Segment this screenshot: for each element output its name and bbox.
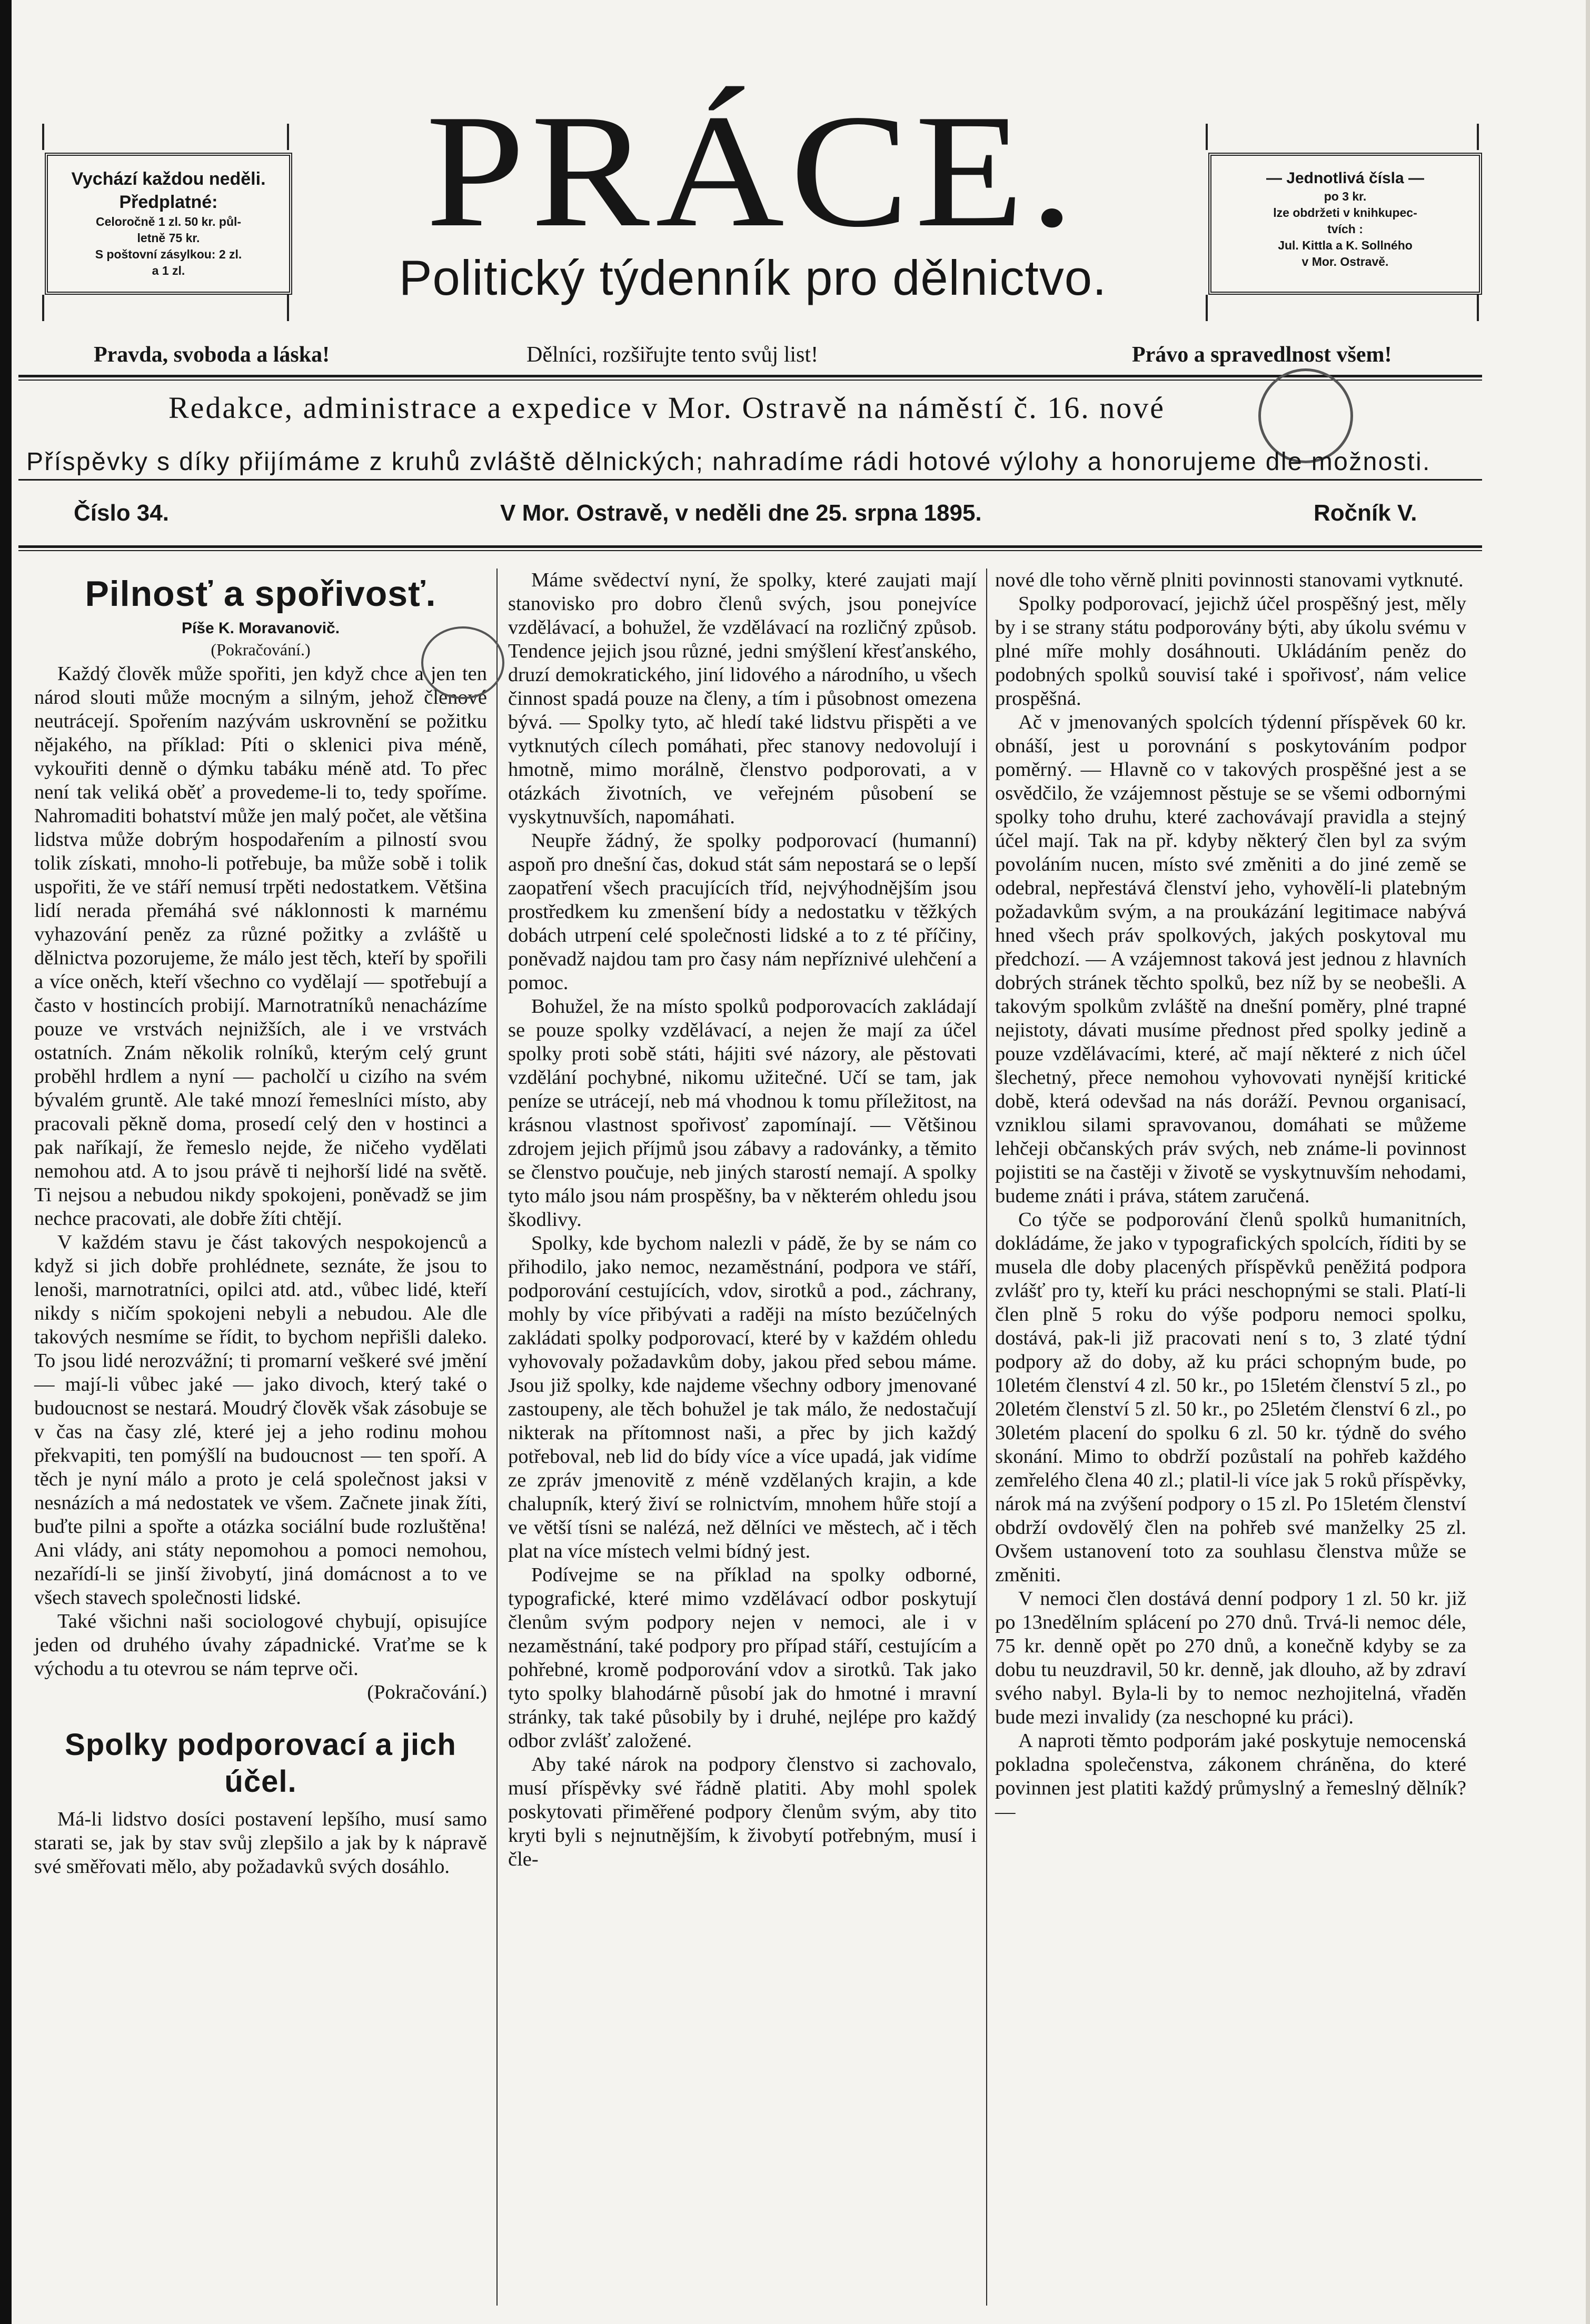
article-paragraph: Každý člověk může spořiti, jen když chce a jen ten národ slouti může mocným a silným, jehož členové neutrácejí. Spořením nazývám uskrovnění se požitku nějakého, na příklad: Píti o sklenici piva méně, vykouřiti denně o dýmku tabáku méně atd. To přec není tak veliká oběť a provedeme-li to, tedy spoříme. Nahromaditi bohatství může jen malý počet, ale většina lidstva může dobrým hospodařením a pilností svou tolik získati, mnoho-li potřebuje, ba může sobě i tolik uspořiti, že ve stáří nemusí trpěti nedostatkem. Většina lidí nerada přemáhá své náklonnosti k marnému vyhazování peněz za různé požitky a zvláště u dělnictva pozorujeme, že málo jest těch, kteří by spořili a více oněch, kteří všechno co vydělají — spotřebují a často v hostincích probijí. Marnotratníků nenacházíme pouze ve vrstvách nejnižších, ale i ve vrstvách ostatních. Znám několik rolníků, kterým celý grunt proběhl hrdlem a nyní — pacholčí u cizího na svém bývalém gruntě. Ale také mnozí řemeslníci místo, aby pracovali pěkně doma, prosedí celý den v hostinci a pak naříkají, že řemeslo nejde, že ničeho vydělati nemohou atd. A to jsou právě ti nejhorší lidé na světě. Ti nejsou a nebudou nikdy spokojeni, poněvadž se jim nechce pracovati, ale dobře žíti chtějí.	[34, 663, 487, 1230]
newspaper-subtitle: Politický týdenník pro dělnictvo.	[399, 250, 1107, 305]
box-tick	[1206, 124, 1208, 150]
single-issue-line: Jul. Kittla a K. Sollného	[1278, 238, 1413, 252]
single-issue-line: — Jednotlivá čísla —	[1266, 169, 1425, 187]
subscription-line: a 1 zl.	[152, 264, 185, 277]
column-separator	[986, 568, 987, 2306]
single-issue-line: tvích :	[1327, 222, 1363, 236]
article-title: Pilnosť a spořivosť.	[85, 574, 436, 614]
editorial-address: Redakce, administrace a expedice v Mor. Ostravě na náměstí č. 16. nové	[168, 391, 1165, 425]
article-paragraph: V nemoci člen dostává denní podpory 1 zl. 50 kr. již po 13nedělním splácení po 270 dnů. Trvá-li nemoc déle, 75 kr. denně opět po 270 dnů, a konečně kdyby se za dobu tu neuzdravil, 50 kr. denně, jak dlouho, až by zdraví svého nabyl. Byla-li by to nemoc nezhojitelná, vřaděn bude mezi invalidy (za neschopné ku práci).	[995, 1588, 1466, 1728]
motto-left: Pravda, svoboda a láska!	[94, 343, 330, 367]
box-tick	[42, 295, 44, 321]
issue-date: V Mor. Ostravě, v neděli dne 25. srpna 1895.	[500, 500, 982, 526]
column-2	[508, 568, 977, 1871]
article-paragraph: Bohužel, že na místo spolků podporovacích zakládají se pouze spolky vzdělávací, a nejen že mají za účel spolky proti sobě státi, hájiti své názory, ale pěstovati vzdělání pochybné, nikomu užitečné. Učí se tam, jak peníze se utrácejí, neb má vhodnou k tomu příležitost, na krásnou vlastnost spořivosť zapomínají. — Většinou zdrojem jejich příjmů jsou zábavy a radovánky, a těmito se členstvo poučuje, neb jiných starostí nemají. A spolky tyto málo jsou nám prospěšny, ba v některém ohledu jsou škodlivy.	[508, 995, 977, 1231]
article-paragraph: Spolky podporovací, jejichž účel prospěšný jest, měly by i se strany státu podporovány býti, aby úkolu svému v plné míře mohly dosáhnouti. Ukládáním peněz do podobných spolků souvisí také i spořivosť, nám velice prospěšná.	[995, 593, 1466, 710]
library-stamp	[421, 626, 504, 699]
continued-note: (Pokračování.)	[211, 640, 311, 659]
article-paragraph: nové dle toho věrně plniti povinnosti stanovami vytknuté.	[995, 569, 1464, 591]
article-paragraph: Co týče se podporování členů spolků humanitních, dokládáme, že jako v typografických spolcích, říditi by se musela dle doby placených příspěvků peněžitá podpora zvlášť pro ty, kteří ku práci neschopnými se stali. Platí-li člen plně 5 roku do výše podporu nemoci spolku, dostává, pak-li již pracovati není s to, 3 zlaté týdní podpory až do doby, až ku práci schopným bude, po 10letém členství 4 zl. 50 kr., po 15letém členství 5 zl., po 20letém členství 5 zl. 50 kr., po 25letém členství 6 zl., po 30letém placení do spolku 6 zl. 50 kr. týdně do svého skonání. Mimo to obdrží pozůstalí na pohřeb každého zemřelého člena 40 zl.; platil-li více jak 5 roků příspěvky, nárok má na zvýšení podpory o 15 zl. Po 15letém členství obdrží ovdovělý člen na pohřeb své manželky 25 zl. Ovšem ustanovení toto za souhlasu členstva může se změniti.	[995, 1209, 1466, 1586]
header-rule	[18, 479, 1482, 481]
article-paragraph: Aby také nárok na podpory členstvo si zachovalo, musí příspěvky své řádně platiti. Aby mohl spolek poskytovati přiměřené podpory členům svým, aby tito kryti byli s nejnutnějším, k živobytí potřebným, musí i čle-	[508, 1753, 977, 1870]
box-tick	[1206, 295, 1208, 321]
single-issue-box	[1208, 153, 1482, 295]
single-issue-line: lze obdržeti v knihkupec-	[1273, 206, 1417, 220]
subscription-line: letně 75 kr.	[137, 231, 200, 245]
article-paragraph: Ač v jmenovaných spolcích týdenní příspěvek 60 kr. obnáší, jest u porovnání s poskytováním podpor poměrný. — Hlavně co v takových prospěšné jest a se osvědčilo, že vzájemnost pěstuje se se všemi odbornými spolky toho druhu, které zachovávají pravidla a stejný účel mají. Tak na př. kdyby některý člen byl za svým povoláním nucen, místo své změniti a do jiné země se odebral, nepřestává členství jeho, vyhovělí-li platebným požadavkům svým, a na proukázání legitimace nabývá hned všech práv spolkových, jakých poskytoval mu předchozí. — A vzájemnost taková jest jednou z hlavních dobrých stránek těchto spolků, bez níž by se neobešli. A takovým spolkům zvláště na dnešní poměry, plné trapné nejistoty, dávati musíme přednost před spolky jedině a pouze vzdělávacími, které, ač mají některé z nich účel šlechetný, přece nemohou vyhovovati nynější kritické době, která odevšad na nás doráží. Pevnou organisací, vzniklou silami spravovanou, domáhati se můžeme lehčeji občanských práv svých, neb známe-li povinnost pojistiti se na častěji v životě se vyskytnuvším nehodami, budeme znáti i práva, státem zaručená.	[995, 711, 1466, 1207]
article-paragraph: Podívejme se na příklad na spolky odborné, typografické, které mimo vzdělávací odbor poskytují členům svým podpory nejen v nemoci, ale i v nezaměstnání, také podpory pro případ stáří, cestujícím a pohřebné, kromě podporování vdov a sirotků. Tak jako tyto spolky blahodárně působí jak do hmotné i mravní stránky, tak také působily by i druhé, nejlépe pro každý odbor zvlášť založené.	[508, 1564, 977, 1752]
volume: Ročník V.	[1314, 500, 1417, 526]
column-separator	[496, 568, 498, 2306]
column-1	[34, 568, 487, 1879]
article-paragraph: Máme svědectví nyní, že spolky, které zaujati mají stanovisko pro dobro členů svých, jsou ponejvíce vzdělávací, a bohužel, že vzdělávací na rozličný způsob. Tendence jejich jsou různé, jedni smýšlení křesťanského, druzí demokratického, jiní lidového a národního, u všech činnost spadá pouze na členy, a tím i působnost omezena bývá. — Spolky tyto, ač hledí také lidstvu přispěti a ve vytknutých cílech pomáhati, přec stanovy nedovolují i hmotně, mimo morálně, členstvo podporovati, a v otázkách životních, ve veřejném působení se vyskytnuvších, napomáhati.	[508, 569, 977, 828]
newspaper-title: PRÁCE.	[425, 81, 1080, 261]
box-tick	[42, 124, 44, 150]
article-paragraph: Také všichni naši sociologové chybují, opisujíce jeden od druhého úvahy západnické. Vraťme se k východu a tu otevrou se nám teprve oči.	[34, 1610, 487, 1680]
single-issue-line: po 3 kr.	[1324, 189, 1367, 203]
article-paragraph: V každém stavu je část takových nespokojenců a když si jich dobře prohlédnete, seznáte, že jsou to lenoši, marnotratníci, opilci atd. atd., vůbec lidé, kteří nikdy s ničím spokojeni nebyli a nebudou. Ale dle takových nesmíme se řídit, to bychom nepřišli daleko. To jsou lidé nerozvážní; ti promarní veškeré své jmění — mají-li vůbec jaké — jako divoch, který také o budoucnost se nestará. Moudrý člověk však zásobuje se v čas na časy zlé, které jej a jeho rodinu mohou překvapiti, ten pomýšlí na budoucnost — ten spoří. A těch je nyní málo a proto je celá společnost jaksi v nesnázích a má nedostatek ve všem. Začnete jinak žíti, buďte pilni a spořte a otázka sociální bude rozluštěna! Ani vlády, ani státy nepomohou a pomoci nemohou, nezařídí-li se jinší živobytí, jiná domácnost a to ve všech stavech společnosti lidské.	[34, 1231, 487, 1609]
contributions-notice: Příspěvky s díky přijímáme z kruhů zvláště dělnických; nahradíme rádi hotové výlohy a honorujeme dle možnosti.	[26, 448, 1431, 476]
column-3	[995, 568, 1466, 1824]
single-issue-line: v Mor. Ostravě.	[1301, 255, 1389, 268]
masthead	[305, 81, 1200, 307]
box-tick	[287, 295, 289, 321]
subscription-line: Vychází každou neděli.	[71, 169, 266, 189]
article-paragraph: Neupře žádný, že spolky podporovací (humanní) aspoň pro dnešní čas, dokud stát sám nepostará se o lepší zaopatření všech pracujících tříd, nejvýhodnějším jsou prostředkem ku zmenšení bídy a nedostatku v těžkých dobách utrpení celé společnosti lidské a to z té příčiny, poněvadž najdou tam pro časy nám nepříznivé ulehčení a pomoc.	[508, 830, 977, 994]
motto-right: Právo a spravedlnost všem!	[1132, 343, 1392, 367]
subscription-line: S poštovní zásylkou: 2 zl.	[95, 247, 242, 261]
article-byline: Píše K. Moravanovič.	[181, 620, 340, 637]
box-tick	[1477, 124, 1479, 150]
header-rule	[18, 380, 1482, 381]
scan-edge-left	[0, 0, 12, 2324]
subscription-line: Celoročně 1 zl. 50 kr. půl-	[95, 215, 242, 228]
box-tick	[1477, 295, 1479, 321]
article-title: Spolky podporovací a jich účel.	[65, 1728, 456, 1799]
header-rule	[18, 545, 1482, 548]
subscription-box	[45, 153, 292, 295]
motto-center: Dělníci, rozšiřujte tento svůj list!	[526, 343, 819, 367]
header-rule	[18, 375, 1482, 377]
article-paragraph: Spolky, kde bychom nalezli v pádě, že by se nám co přihodilo, jako nemoc, nezaměstnání, podpora ve stáří, podporování cestujících, vdov, sirotků a pod., záchrany, mohly by více přibývati a raději na místo bezúčelných zakládati spolky podporovací, které by v každém ohledu vyhovovaly požadavkům doby, jakou před sebou máme. Jsou již spolky, kde najdeme všechny odbory jmenované zastoupeny, ale těch bohužel je tak málo, že nedostačují nikterak na přítomnost naši, a přec by jich každý potřeboval, neb lid do bídy více a více upadá, jak vidíme ze zpráv jmenovitě z méně vzdělaných krajin, a kde chalupník, který živí se rolnictvím, mnohem hůře stojí a ve větší tísni se nalézá, než dělníci ve městech, ač i těch plat na více místech velmi bídný jest.	[508, 1232, 977, 1562]
header-rule	[18, 550, 1482, 551]
article-paragraph: Má-li lidstvo dosíci postavení lepšího, musí samo starati se, jak by stav svůj zlepšilo a jak by k nápravě své směřovati mělo, aby požadavků svých dosáhlo.	[34, 1808, 487, 1878]
issue-number: Číslo 34.	[74, 500, 169, 526]
continued-note: (Pokračování.)	[367, 1681, 487, 1703]
subscription-line: Předplatné:	[119, 192, 218, 212]
scan-edge-right	[1586, 0, 1590, 2324]
article-paragraph: A naproti těmto podporám jaké poskytuje nemocenská pokladna společenstva, zákonem chráněna, do které povinnen jest platiti každý průmyslný a řemeslný dělník? —	[995, 1730, 1466, 1823]
